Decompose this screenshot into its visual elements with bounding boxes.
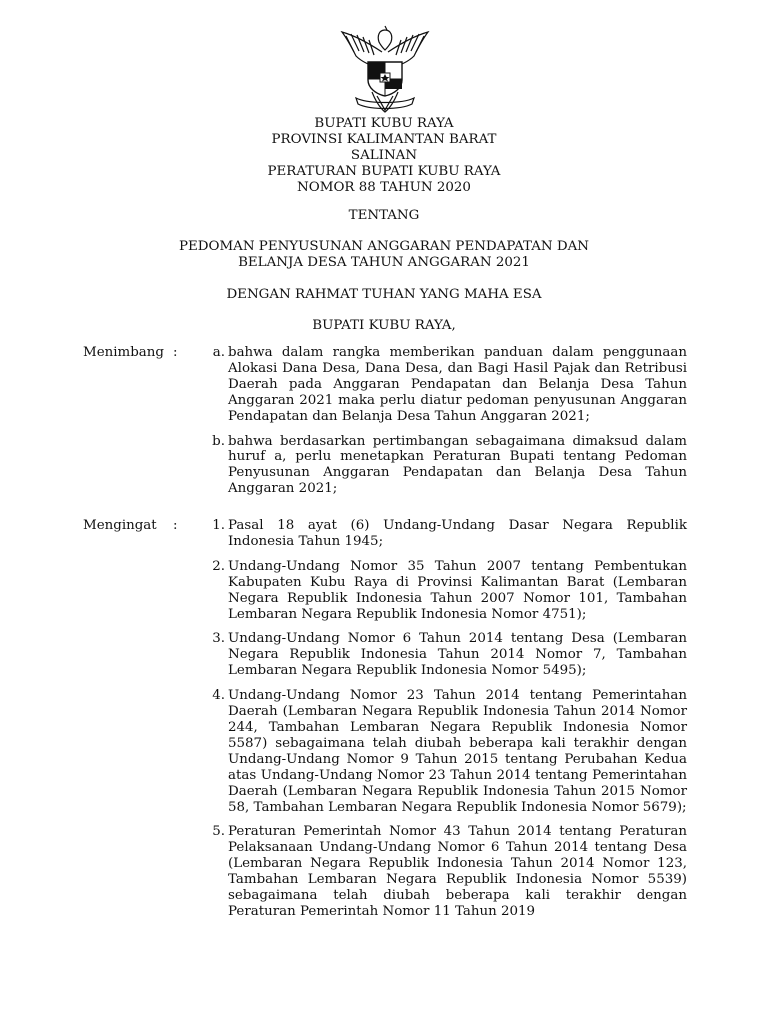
recalling-label: Mengingat <box>83 518 157 533</box>
title-line-regent: BUPATI KUBU RAYA <box>314 116 454 131</box>
item-text: bahwa berdasarkan pertimbangan sebagaimana dimaksud dalam huruf a, perlu menetapkan Peraturan Bupati tentang Pedoman Penyusunan Anggaran Pendapatan dan Belanja Desa Tahun Anggaran 2021; <box>228 433 687 497</box>
subject-line-1: PEDOMAN PENYUSUNAN ANGGARAN PENDAPATAN DAN <box>178 239 590 254</box>
item-text: Pasal 18 ayat (6) Undang-Undang Dasar Negara Republik Indonesia Tahun 1945; <box>228 518 687 549</box>
considering-item-a <box>201 345 687 425</box>
about-heading: TENTANG <box>348 208 420 223</box>
title-line-province: PROVINSI KALIMANTAN BARAT <box>271 131 497 147</box>
considering-item-b <box>201 434 687 498</box>
item-marker: a. <box>212 345 225 360</box>
invocation: DENGAN RAHMAT TUHAN YANG MAHA ESA <box>226 287 542 302</box>
item-text: bahwa dalam rangka memberikan panduan dalam penggunaan Alokasi Dana Desa, Dana Desa, dan Bagi Hasil Pajak dan Retribusi Daerah pada Anggaran Pendapatan dan Belanja Desa Tahun Anggaran 2021 maka perlu diatur pedoman penyusunan Anggaran Pendapatan dan Belanja Desa Tahun Anggaran 2021; <box>228 345 687 424</box>
item-marker: 2. <box>212 558 225 574</box>
item-text: Undang-Undang Nomor 6 Tahun 2014 tentang Desa (Lembaran Negara Republik Indonesia Tahun 2014 Nomor 7, Tambahan Lembaran Negara Republik Indonesia Nomor 5495); <box>228 631 687 679</box>
recalling-list <box>201 518 687 929</box>
recalling-item-1 <box>201 518 687 550</box>
considering-list <box>201 345 687 506</box>
title-line-copy: SALINAN <box>350 147 418 163</box>
considering-label: Menimbang <box>83 345 164 360</box>
item-text: Undang-Undang Nomor 23 Tahun 2014 tentang Pemerintahan Daerah (Lembaran Negara Republik Indonesia Tahun 2014 Nomor 244, Tambahan Lembaran Negara Republik Indonesia Nomor 5587) sebagaimana telah diubah beberapa kali terakhir dengan Undang-Undang Nomor 9 Tahun 2015 tentang Perubahan Kedua atas Undang-Undang Nomor 23 Tahun 2014 tentang Pemerintahan Daerah (Lembaran Negara Republik Indonesia Tahun 2015 Nomor 58, Tambahan Lembaran Negara Republik Indonesia Nomor 5679); <box>228 688 687 815</box>
title-line-regulation: PERATURAN BUPATI KUBU RAYA <box>267 163 501 179</box>
item-text: Peraturan Pemerintah Nomor 43 Tahun 2014 tentang Peraturan Pelaksanaan Undang-Undang Nomor 6 Tahun 2014 tentang Desa (Lembaran Negara Republik Indonesia Tahun 2014 Nomor 123, Tambahan Lembaran Negara Republik Indonesia Nomor 5539) sebagaimana telah diubah beberapa kali terakhir dengan Peraturan Pemerintah Nomor 11 Tahun 2019 <box>228 824 687 919</box>
item-marker: 5. <box>212 824 225 840</box>
recalling-colon: : <box>173 518 178 533</box>
authority: BUPATI KUBU RAYA, <box>312 318 456 333</box>
recalling-item-3 <box>201 631 687 679</box>
recalling-item-5 <box>201 824 687 919</box>
recalling-item-4 <box>201 688 687 815</box>
item-text: Undang-Undang Nomor 35 Tahun 2007 tentang Pembentukan Kabupaten Kubu Raya di Provinsi Kalimantan Barat (Lembaran Negara Republik Indonesia Tahun 2007 Nomor 101, Tambahan Lembaran Negara Republik Indonesia Nomor 4751); <box>228 558 687 622</box>
considering-colon: : <box>173 345 178 360</box>
title-line-number: NOMOR 88 TAHUN 2020 <box>297 179 471 195</box>
item-marker: 4. <box>212 688 225 704</box>
item-marker: 1. <box>212 518 225 533</box>
subject-block <box>0 239 768 271</box>
subject-line-2: BELANJA DESA TAHUN ANGGARAN 2021 <box>238 254 530 270</box>
item-marker: 3. <box>212 631 225 647</box>
title-block <box>0 116 768 196</box>
item-marker: b. <box>212 433 225 449</box>
garuda-pancasila-emblem-icon <box>332 22 438 116</box>
recalling-item-2 <box>201 559 687 623</box>
